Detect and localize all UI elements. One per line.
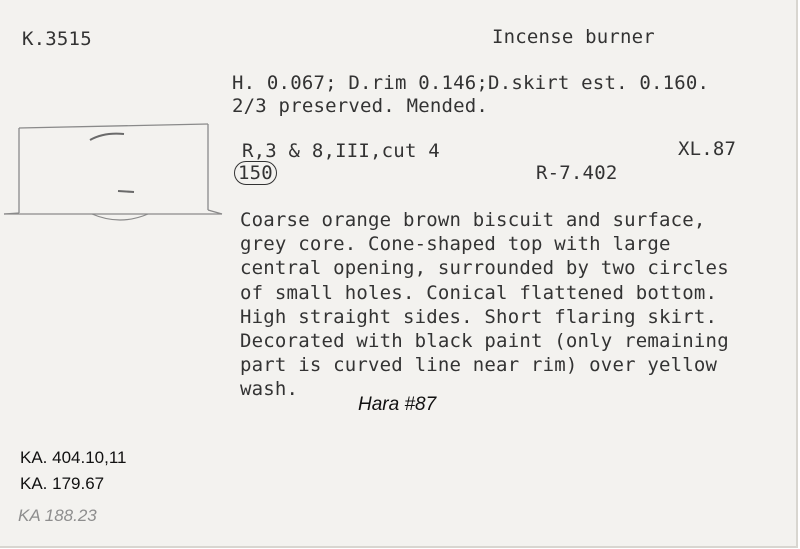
description-line: central opening, surrounded by two circles [240,257,729,280]
handwritten-note: Hara #87 [358,394,437,415]
description-line: grey core. Cone-shaped top with large [240,233,671,256]
catalog-number: K.3515 [22,28,92,50]
ka-reference-2: KA. 179.67 [20,474,105,493]
description-line: Decorated with black paint (only remaining [240,330,729,353]
description-line: High straight sides. Short flaring skirt. [240,305,718,328]
preservation-line: 2/3 preserved. Mended. [232,95,489,117]
ka-reference-1: KA. 404.10,11 [20,448,127,467]
vessel-profile-sketch [0,118,230,228]
r-reference: R-7.402 [536,162,618,184]
dimensions-line: H. 0.067; D.rim 0.146;D.skirt est. 0.160. [232,72,710,94]
findspot: R,3 & 8,III,cut 4 [242,140,440,162]
circled-number-wrap [238,162,277,184]
circled-number: 150 [234,161,277,185]
description-line: of small holes. Conical flattened bottom. [240,281,718,304]
description-text [240,208,729,402]
object-name: Incense burner [492,26,655,48]
description-line: wash. [240,378,299,401]
description-line: part is curved line near rim) over yellow [240,354,718,377]
description-line: Coarse orange brown biscuit and surface, [240,209,706,231]
xl-reference: XL.87 [678,138,737,160]
pencil-ka-reference: KA 188.23 [18,506,97,525]
